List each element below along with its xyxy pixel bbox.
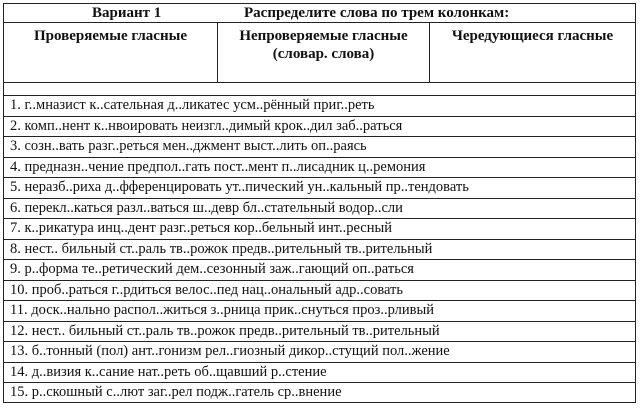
word-row-text: 4. предназн..чение предпол..гать пост..мент п..лисадник ц..ремония bbox=[10, 158, 426, 175]
header-gap bbox=[3, 83, 636, 95]
word-row bbox=[3, 382, 636, 403]
word-rows bbox=[3, 95, 636, 403]
word-row-text: 14. д..визия к..сание нат..реть об..щавший р..стение bbox=[10, 363, 327, 380]
word-row bbox=[3, 177, 636, 198]
word-row-text: 1. г..мназист к..сательная д..ликатес усм..рённый приг..реть bbox=[10, 97, 375, 113]
word-row bbox=[3, 362, 636, 383]
word-row bbox=[3, 321, 636, 342]
word-row bbox=[3, 300, 636, 321]
word-row-text: 5. неразб..риха д..фференцировать ут..пический ун..кальный пр..тендовать bbox=[10, 179, 469, 195]
header-title-row bbox=[4, 4, 635, 23]
column-header-checked-vowels: Проверяемые гласные bbox=[4, 23, 218, 82]
word-row-text: 11. доск..нально распол..житься з..рница прик..снуться проз..рливый bbox=[10, 302, 435, 318]
word-row bbox=[3, 259, 636, 280]
word-row-text: 7. к..рикатура инц..дент разг..реться кор..бельный инт..ресный bbox=[10, 220, 392, 236]
word-row-text: 12. нест.. бильный ст..раль тв..рожок предв..рительный тв..рительный bbox=[10, 322, 440, 339]
word-row-text: 3. созн..вать разг..реться мен..джмент выст..лить оп..раясь bbox=[10, 138, 367, 154]
word-row bbox=[3, 95, 636, 116]
word-row bbox=[3, 218, 636, 239]
word-row-text: 10. проб..раться г..рдиться велос..пед нац..ональный адр..совать bbox=[10, 281, 403, 298]
word-row bbox=[3, 136, 636, 157]
word-row-text: 6. перекл..каться разл..ваться ш..девр бл..стательный водор..сли bbox=[10, 199, 403, 216]
word-row-text: 15. р..скошный с..лют заг..рел подж..гатель ср..внение bbox=[10, 384, 342, 400]
word-row bbox=[3, 157, 636, 178]
word-row bbox=[3, 116, 636, 137]
worksheet bbox=[3, 3, 636, 413]
word-row-text: 9. р..форма те..ретический дем..сезонный заж..гающий оп..раться bbox=[10, 261, 414, 277]
worksheet-header bbox=[3, 3, 636, 83]
instruction-text: Распределите слова по трем колонкам: bbox=[244, 5, 510, 21]
variant-title: Вариант 1 bbox=[92, 5, 162, 21]
column-header-unchecked-vowels: Непроверяемые гласные (словар. слова) bbox=[218, 23, 430, 82]
word-row-text: 8. нест.. бильный ст..раль тв..рожок предв..рительный тв..рительный bbox=[10, 240, 433, 257]
word-row bbox=[3, 239, 636, 260]
word-row bbox=[3, 341, 636, 362]
word-row bbox=[3, 198, 636, 219]
word-row bbox=[3, 280, 636, 301]
word-row-text: 2. комп..нент к..нвоировать неизгл..димый крок..дил заб..раться bbox=[10, 117, 403, 134]
column-header-alternating-vowels: Чередующиеся гласные bbox=[451, 28, 614, 44]
word-row-text: 13. б..тонный (пол) ант..гонизм рел..гиозный дикор..стущий пол..жение bbox=[10, 343, 450, 359]
